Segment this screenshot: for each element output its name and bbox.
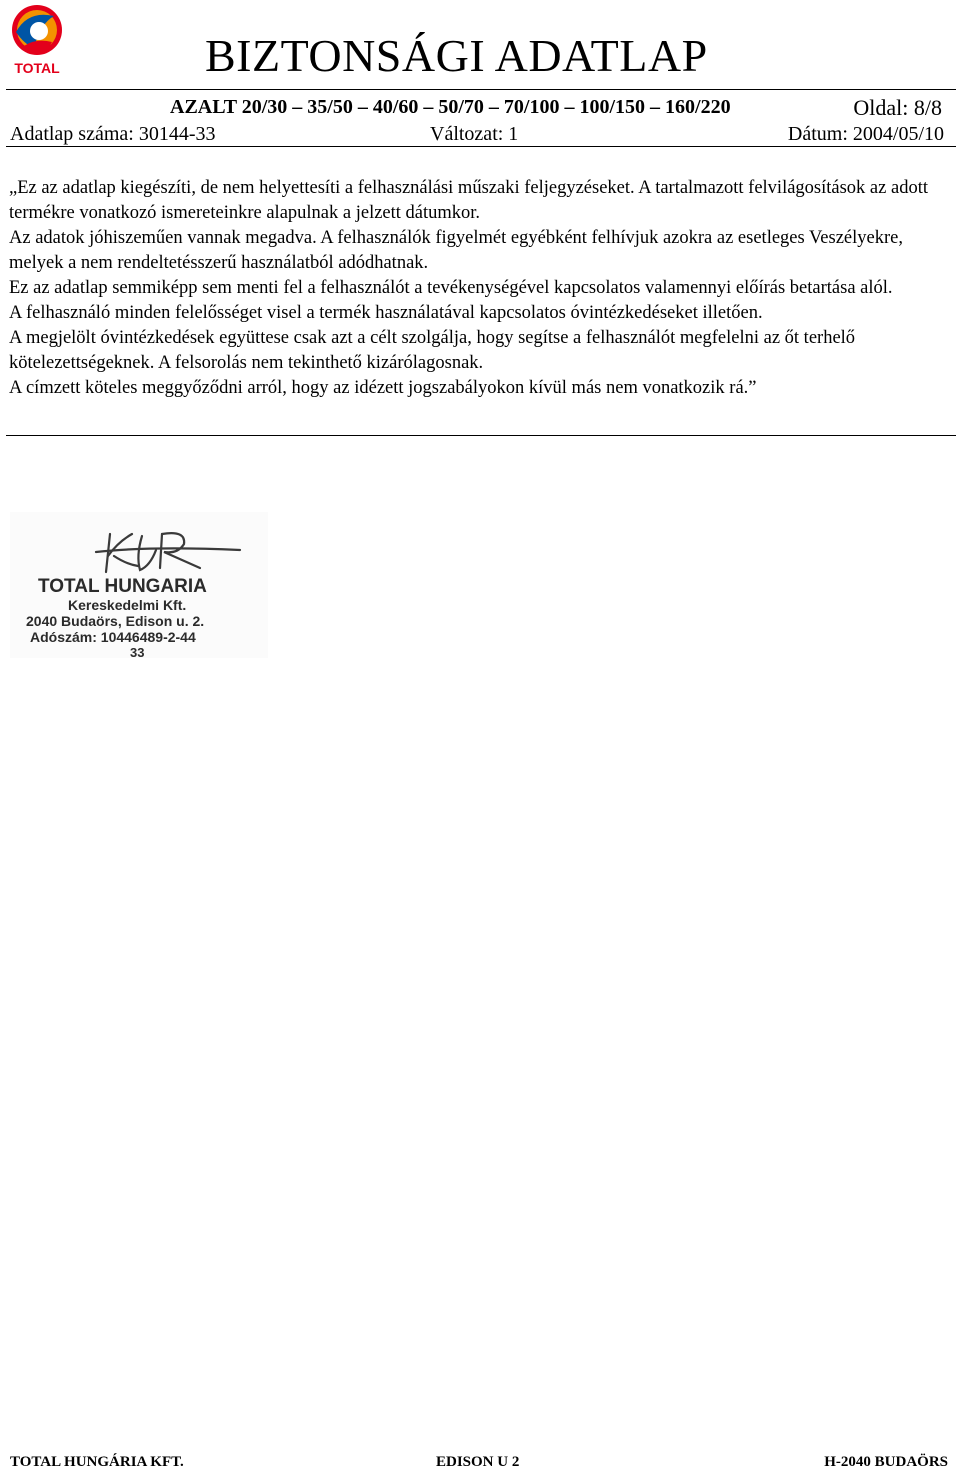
footer-company: TOTAL HUNGÁRIA KFT.	[10, 1454, 184, 1470]
paragraph: A címzett köteles meggyőződni arról, hogy az idézett jogszabályokon kívül más nem vonatkozik rá.”	[9, 378, 757, 398]
stamp-type: Kereskedelmi Kft.	[68, 597, 187, 613]
stamp-tax: Adószám: 10446489-2-44	[30, 629, 196, 645]
product-line: AZALT 20/30 – 35/50 – 40/60 – 50/70 – 70/100 – 100/150 – 160/220	[170, 96, 731, 118]
header-divider-top	[6, 89, 956, 90]
footer-city: H-2040 BUDAÖRS	[824, 1454, 948, 1470]
header-divider-bottom	[6, 146, 956, 147]
sheet-number: Adatlap száma: 30144-33	[10, 123, 216, 145]
paragraph: A megjelölt óvintézkedések együttese csak azt a célt szolgálja, hogy segítse a felhasználót megfelelni az őt terhelő kötelezettségeknek. A felsorolás nem tekinthető kizárólagosnak.	[9, 328, 856, 373]
company-stamp	[10, 512, 268, 658]
footer-street: EDISON U 2	[436, 1454, 520, 1470]
logo-wordmark: TOTAL	[14, 60, 60, 76]
disclaimer-text	[9, 176, 951, 401]
stamp-address: 2040 Budaörs, Edison u. 2.	[26, 613, 205, 629]
document-title: BIZTONSÁGI ADATLAP	[205, 30, 708, 81]
stamp-extra: 33	[130, 645, 145, 658]
version: Változat: 1	[430, 123, 519, 145]
stamp-company: TOTAL HUNGARIA	[38, 576, 207, 597]
paragraph: Az adatok jóhiszeműen vannak megadva. A felhasználók figyelmét egyébként felhívjuk azokra az esetleges Veszélyekre, melyek a nem rendeltetésszerű használatból adódhatnak.	[9, 228, 903, 273]
paragraph: „Ez az adatlap kiegészíti, de nem helyettesíti a felhasználási műszaki feljegyzéseket. A tartalmazott felvilágosítások az adott termékre vonatkozó ismereteinkre alapulnak a jelzett dátumkor.	[9, 178, 928, 223]
page-number: Oldal: 8/8	[853, 95, 942, 120]
total-logo	[6, 2, 68, 76]
date: Dátum: 2004/05/10	[787, 123, 944, 145]
paragraph: A felhasználó minden felelősséget visel a termék használatával kapcsolatos óvintézkedéseket illetően.	[9, 303, 763, 323]
body-divider	[6, 435, 956, 436]
paragraph: Ez az adatlap semmiképp sem menti fel a felhasználót a tevékenységével kapcsolatos valamennyi előírás betartása alól.	[9, 278, 893, 298]
